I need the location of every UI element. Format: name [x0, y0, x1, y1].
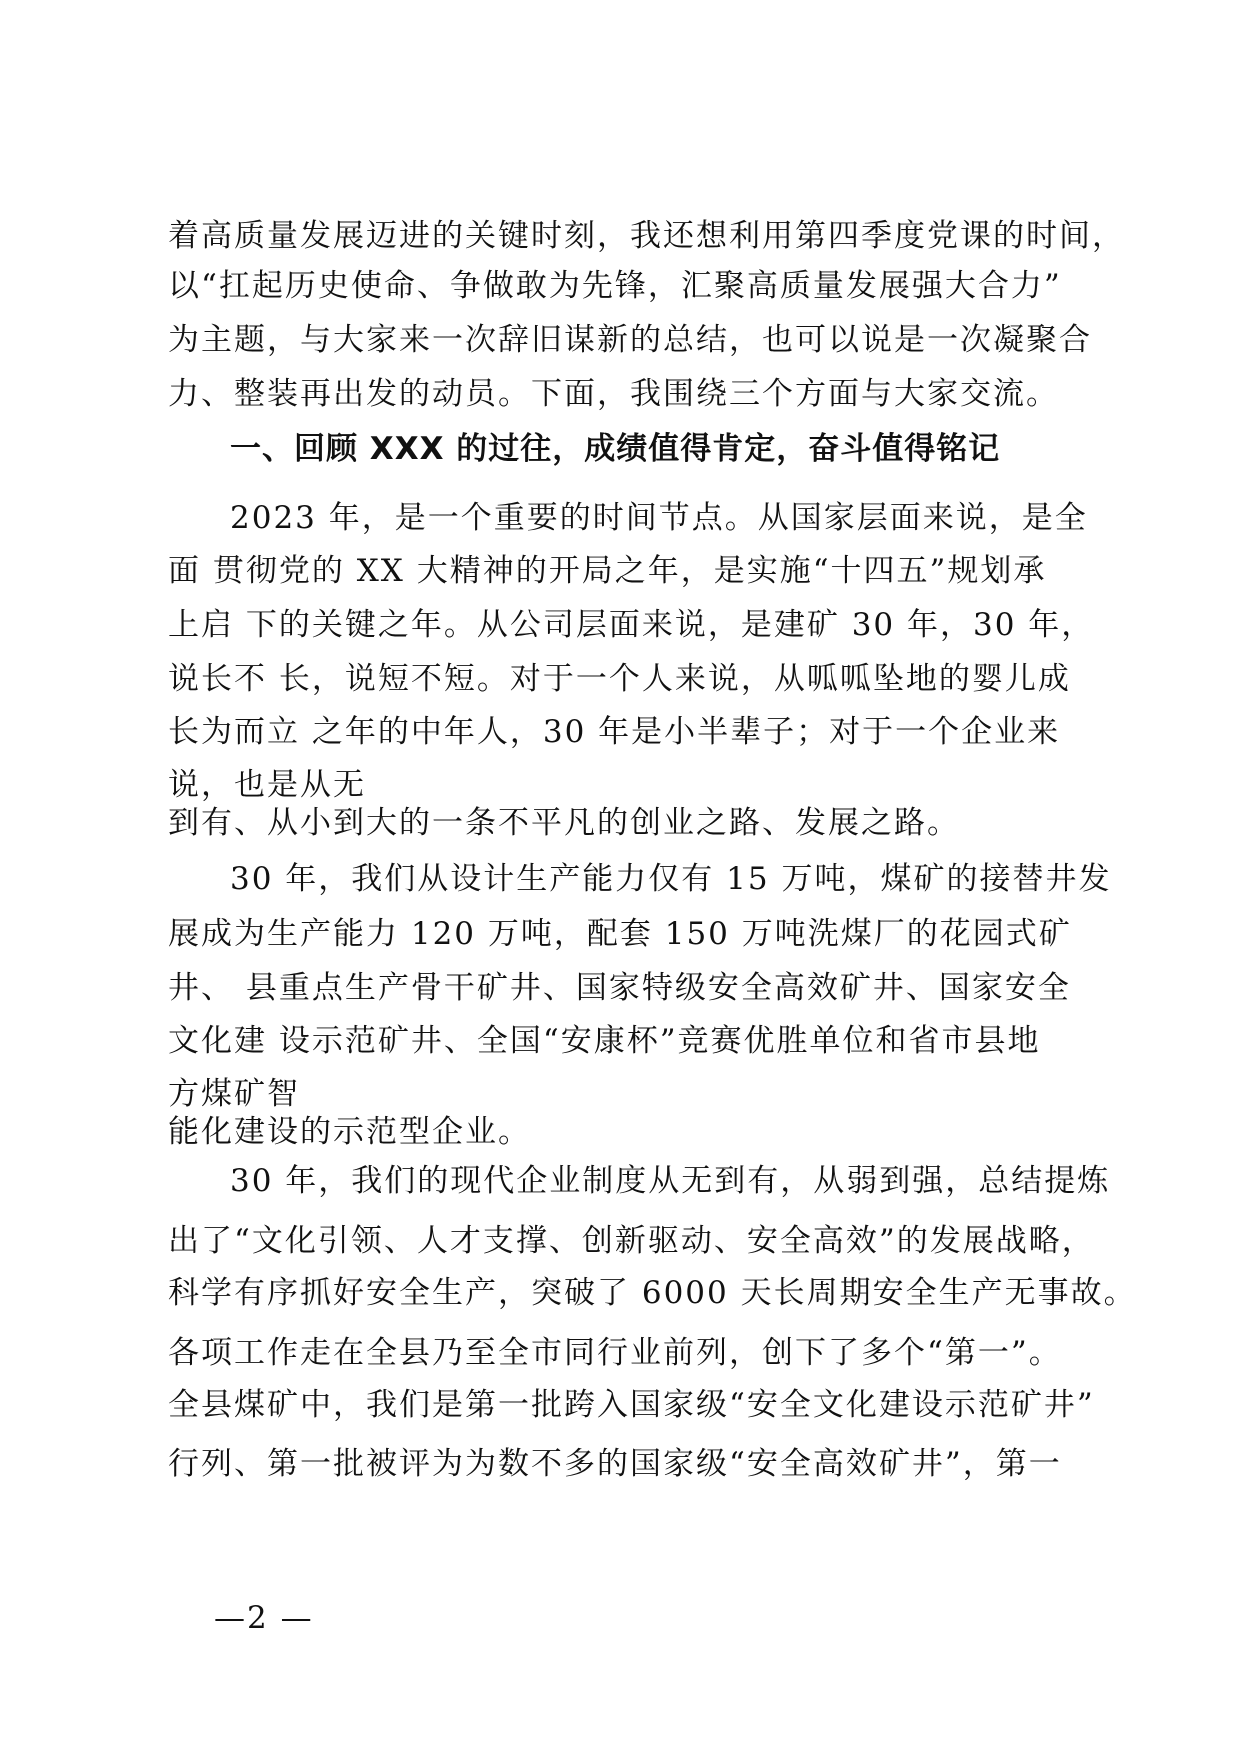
paragraph-1-line-3: 为主题，与大家来一次辞旧谋新的总结，也可以说是一次凝聚合 [168, 322, 1092, 358]
paragraph-3-line-4: 文化建 设示范矿井、全国“安康杯”竞赛优胜单位和省市县地 [168, 1023, 1041, 1059]
paragraph-1-line-2: 以“扛起历史使命、争做敢为先锋，汇聚高质量发展强大合力” [168, 268, 1062, 304]
paragraph-2-line-2: 面 贯彻党的 XX 大精神的开局之年，是实施“十四五”规划承 [168, 553, 1047, 589]
paragraph-2-line-1: 2023 年，是一个重要的时间节点。从国家层面来说，是全 [230, 500, 1088, 536]
paragraph-4-line-4: 各项工作走在全县乃至全市同行业前列，创下了多个“第一”。 [168, 1335, 1062, 1371]
section-heading: 一、回顾 XXX 的过往，成绩值得肯定，奋斗值得铭记 [230, 431, 1001, 467]
paragraph-3-line-6: 能化建设的示范型企业。 [168, 1114, 531, 1150]
paragraph-3-line-1: 30 年，我们从设计生产能力仅有 15 万吨，煤矿的接替井发 [230, 861, 1112, 897]
paragraph-2-line-4: 说长不 长，说短不短。对于一个人来说，从呱呱坠地的婴儿成 [168, 661, 1071, 697]
page-number: —2 — [214, 1600, 314, 1636]
paragraph-3-line-5: 方煤矿智 [168, 1076, 300, 1112]
paragraph-1-line-1: 着高质量发展迈进的关键时刻，我还想利用第四季度党课的时间， [168, 218, 1125, 254]
paragraph-4-line-2: 出了“文化引领、人才支撑、创新驱动、安全高效”的发展战略， [168, 1223, 1095, 1259]
paragraph-2-line-6: 说，也是从无 [168, 767, 366, 803]
paragraph-1-line-4: 力、整装再出发的动员。下面，我围绕三个方面与大家交流。 [168, 376, 1059, 412]
paragraph-4-line-6: 行列、第一批被评为为数不多的国家级“安全高效矿井”，第一 [168, 1446, 1062, 1482]
paragraph-2-line-3: 上启 下的关键之年。从公司层面来说，是建矿 30 年，30 年， [168, 607, 1095, 643]
paragraph-4-line-3: 科学有序抓好安全生产，突破了 6000 天长周期安全生产无事故。 [168, 1275, 1137, 1311]
paragraph-4-line-1: 30 年，我们的现代企业制度从无到有，从弱到强，总结提炼 [230, 1163, 1111, 1199]
paragraph-2-line-7: 到有、从小到大的一条不平凡的创业之路、发展之路。 [168, 805, 960, 841]
paragraph-3-line-2: 展成为生产能力 120 万吨，配套 150 万吨洗煤厂的花园式矿 [168, 916, 1072, 952]
paragraph-2-line-5: 长为而立 之年的中年人，30 年是小半辈子；对于一个企业来 [168, 714, 1061, 750]
paragraph-4-line-5: 全县煤矿中，我们是第一批跨入国家级“安全文化建设示范矿井” [168, 1387, 1095, 1423]
paragraph-3-line-3: 井、 县重点生产骨干矿井、国家特级安全高效矿井、国家安全 [168, 970, 1071, 1006]
